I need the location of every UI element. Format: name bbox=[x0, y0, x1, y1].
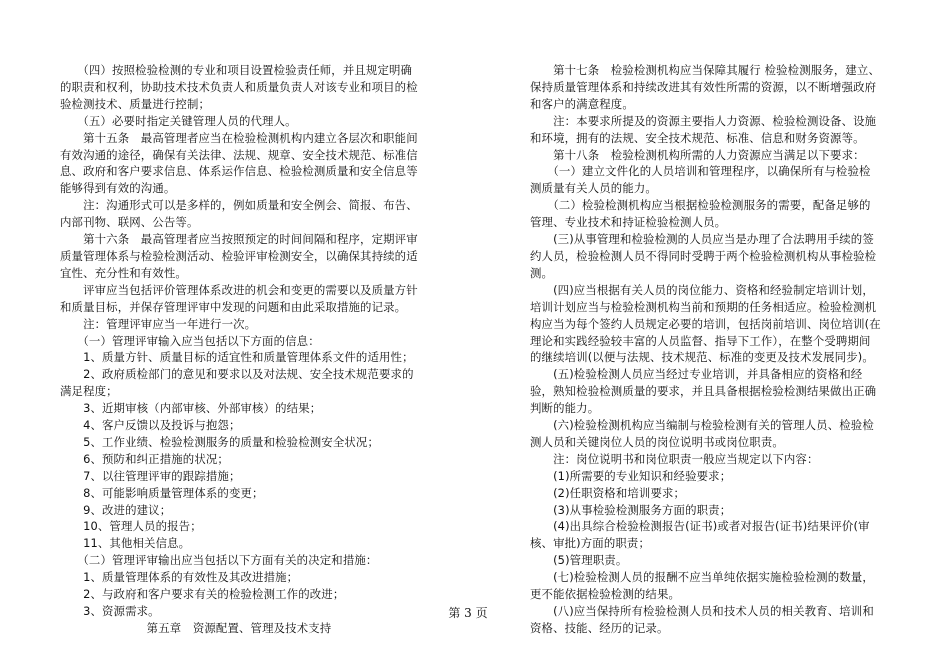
list-item: 1、质量管理体系的有效性及其改进措施； bbox=[60, 570, 299, 585]
list-item: 7、以往管理评审的跟踪措施； bbox=[60, 468, 241, 483]
paragraph: (四)应当根据有关人员的岗位能力、资格和经验制定培训计划，培训计划应当与检验检测机构当前和预期的任务相适应。检验检测机构应当为每个签约人员规定必要的培训，包括岗前培训、岗位培训(在理论和实践经验较丰富的人员监督、指导下工作），在整个受聘期间的继续培训(以便与法规、技术规范、标准的变更及技术发展同步)。 bbox=[530, 282, 881, 365]
list-item: 2、政府质检部门的意见和要求以及对法规、安全技术规范要求的满足程度； bbox=[60, 367, 414, 399]
paragraph: （一）建立文件化的人员培训和管理程序，以确保所有与检验检测质量有关人员的能力。 bbox=[530, 164, 871, 196]
paragraph: 注：沟通形式可以是多样的，例如质量和安全例会、简报、布告、内部刊物、联网、公告等。 bbox=[60, 198, 418, 230]
list-item: 8、可能影响质量管理体系的变更； bbox=[60, 485, 264, 500]
paragraph: 第十六条 最高管理者应当按照预定的时间间隔和程序，定期评审质量管理体系与检验检测活动、检验评审检测安全，以确保其持续的适宜性、充分性和有效性。 bbox=[60, 232, 418, 280]
page-number: 第 3 页 bbox=[448, 606, 488, 620]
paragraph: (八)应当保持所有检验检测人员和技术人员的相关教育、培训和资格、技能、经历的记录。 bbox=[530, 604, 874, 635]
list-item: 3、近期审核（内部审核、外部审核）的结果； bbox=[60, 401, 322, 416]
paragraph: （二）检验检测机构应当根据检验检测服务的需要，配备足够的管理、专业技术和持证检验检测人员。 bbox=[530, 198, 871, 230]
paragraph: （五）必要时指定关键管理人员的代理人。 bbox=[60, 113, 297, 128]
paragraph: 评审应当包括评价管理体系改进的机会和变更的需要以及质量方针和质量目标，并保存管理评审中发现的问题和由此采取措施的记录。 bbox=[60, 282, 418, 314]
paragraph: （四）按照检验检测的专业和项目设置检验责任师，并且规定明确的职责和权利，协助技术技术负责人和质量负责人对该专业和项目的检验检测技术、质量进行控制； bbox=[60, 63, 418, 111]
chapter-heading: 第五章 资源配置、管理及技术支持 bbox=[146, 620, 332, 635]
list-item: 6、预防和纠正措施的状况； bbox=[60, 451, 229, 466]
paragraph: （一）管理评审输入应当包括以下方面的信息： bbox=[60, 333, 320, 348]
left-column bbox=[60, 62, 418, 637]
list-item: (2)任职资格和培训要求； bbox=[530, 485, 686, 500]
list-item: 2、与政府和客户要求有关的检验检测工作的改进； bbox=[60, 587, 345, 602]
list-item: (5)管理职责。 bbox=[530, 553, 628, 568]
paragraph: (五)检验检测人员应当经过专业培训，并具备相应的资格和经验，熟知检验检测质量的要求，并且具备根据检验检测结果做出正确判断的能力。 bbox=[530, 367, 877, 416]
paragraph: 第十八条 检验检测机构所需的人力资源应当满足以下要求： bbox=[530, 147, 865, 162]
right-column bbox=[530, 62, 882, 637]
paragraph: (七)检验检测人员的报酬不应当单纯依据实施检验检测的数量，更不能依据检验检测的结果。 bbox=[530, 570, 874, 602]
paragraph: 注：本要求所提及的资源主要指人力资源、检验检测设备、设施和环境，拥有的法规、安全技术规范、标准、信息和财务资源等。 bbox=[530, 113, 877, 145]
list-item: (3)从事检验检测服务方面的职责； bbox=[530, 502, 732, 517]
paragraph: (三)从事管理和检验检测的人员应当是办理了合法聘用手续的签约人员，检验检测人员不得同时受聘于两个检验检测机构从事检验检测。 bbox=[530, 232, 877, 280]
list-item: 4、客户反馈以及投诉与抱怨； bbox=[60, 418, 241, 433]
list-item: 11、其他相关信息。 bbox=[60, 536, 191, 551]
list-item: (4)出具综合检验检测报告(证书)或者对报告(证书)结果评价(审核、审批)方面的职责； bbox=[530, 519, 870, 551]
list-item: (1)所需要的专业知识和经验要求； bbox=[530, 468, 732, 483]
paragraph: 第十七条 检验检测机构应当保障其履行 检验检测服务，建立、保持质量管理体系和持续改进其有效性所需的资源，以不断增强政府和客户的满意程度。 bbox=[530, 63, 880, 111]
paragraph: 注：管理评审应当一年进行一次。 bbox=[60, 316, 257, 331]
paragraph: 第十五条 最高管理者应当在检验检测机构内建立各层次和职能间有效沟通的途径，确保有关法律、法规、规章、安全技术规范、标准信息、政府和客户要求信息、体系运作信息、检验检测质量和安全信息等能够得到有效的沟通。 bbox=[60, 130, 418, 196]
paragraph: （二）管理评审输出应当包括以下方面有关的决定和措施： bbox=[60, 553, 378, 568]
list-item: 1、质量方针、质量目标的适宜性和质量管理体系文件的适用性； bbox=[60, 350, 414, 365]
list-item: 9、改进的建议； bbox=[60, 502, 172, 517]
list-item: 3、资源需求。 bbox=[60, 604, 160, 618]
list-item: 10、管理人员的报告； bbox=[60, 519, 202, 534]
list-item: 5、工作业绩、检验检测服务的质量和检验检测安全状况； bbox=[60, 434, 379, 449]
paragraph: 注：岗位说明书和岗位职责一般应当规定以下内容： bbox=[530, 451, 819, 466]
paragraph: (六)检验检测机构应当编制与检验检测有关的管理人员、检验检测人员和关键岗位人员的岗位说明书或岗位职责。 bbox=[530, 418, 874, 449]
